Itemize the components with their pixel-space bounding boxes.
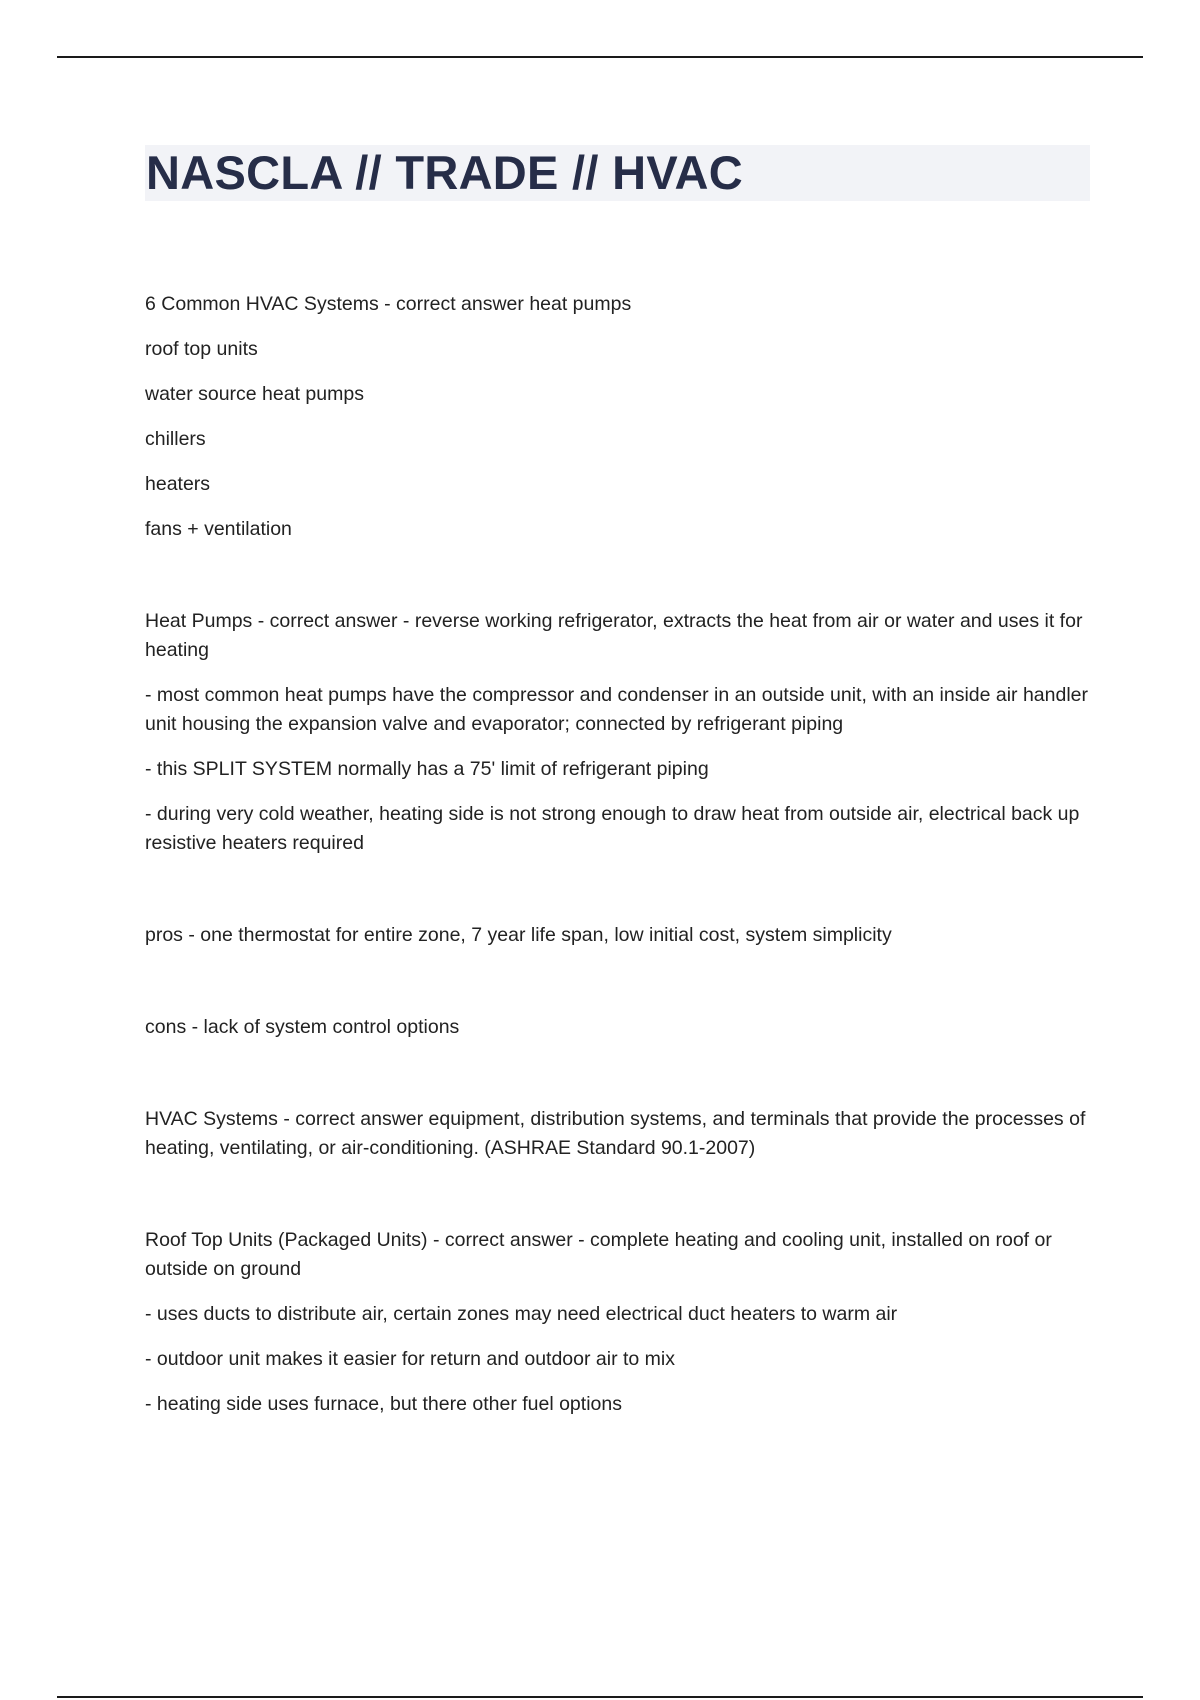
answer-line: chillers — [145, 428, 206, 450]
page-title: NASCLA // TRADE // HVAC — [146, 146, 744, 199]
answer-line: cons - lack of system control options — [145, 1016, 460, 1038]
common-systems-block — [145, 290, 1090, 544]
question-line: Heat Pumps - correct answer - reverse working refrigerator, extracts the heat from air or water and uses it for heating — [145, 610, 1083, 661]
cons-block — [145, 1013, 1090, 1042]
question-line: Roof Top Units (Packaged Units) - correct answer - complete heating and cooling unit, installed on roof or outside on ground — [145, 1229, 1052, 1280]
question-line: HVAC Systems - correct answer equipment, distribution systems, and terminals that provide the processes of heating, ventilating, or air-conditioning. (ASHRAE Standard 90.1-2007) — [145, 1108, 1086, 1159]
answer-line: - outdoor unit makes it easier for return and outdoor air to mix — [145, 1348, 676, 1370]
answer-line: water source heat pumps — [145, 383, 364, 405]
document-body — [145, 290, 1090, 1419]
answer-line: - uses ducts to distribute air, certain zones may need electrical duct heaters to warm air — [145, 1303, 898, 1325]
header-rule — [57, 56, 1143, 58]
answer-line: fans + ventilation — [145, 518, 292, 540]
question-line: 6 Common HVAC Systems - correct answer heat pumps — [145, 293, 632, 315]
roof-top-units-block — [145, 1226, 1090, 1419]
answer-line: - during very cold weather, heating side is not strong enough to draw heat from outside air, electrical back up resistive heaters required — [145, 803, 1080, 854]
answer-line: - this SPLIT SYSTEM normally has a 75' limit of refrigerant piping — [145, 758, 709, 780]
hvac-systems-block — [145, 1105, 1090, 1163]
answer-line: roof top units — [145, 338, 258, 360]
answer-line: - heating side uses furnace, but there other fuel options — [145, 1393, 622, 1415]
heat-pumps-block — [145, 607, 1090, 858]
pros-block — [145, 921, 1090, 950]
footer-rule — [57, 1696, 1143, 1698]
answer-line: pros - one thermostat for entire zone, 7 year life span, low initial cost, system simplicity — [145, 924, 892, 946]
answer-line: heaters — [145, 473, 211, 495]
answer-line: - most common heat pumps have the compressor and condenser in an outside unit, with an inside air handler unit housing the expansion valve and evaporator; connected by refrigerant piping — [145, 684, 1089, 735]
